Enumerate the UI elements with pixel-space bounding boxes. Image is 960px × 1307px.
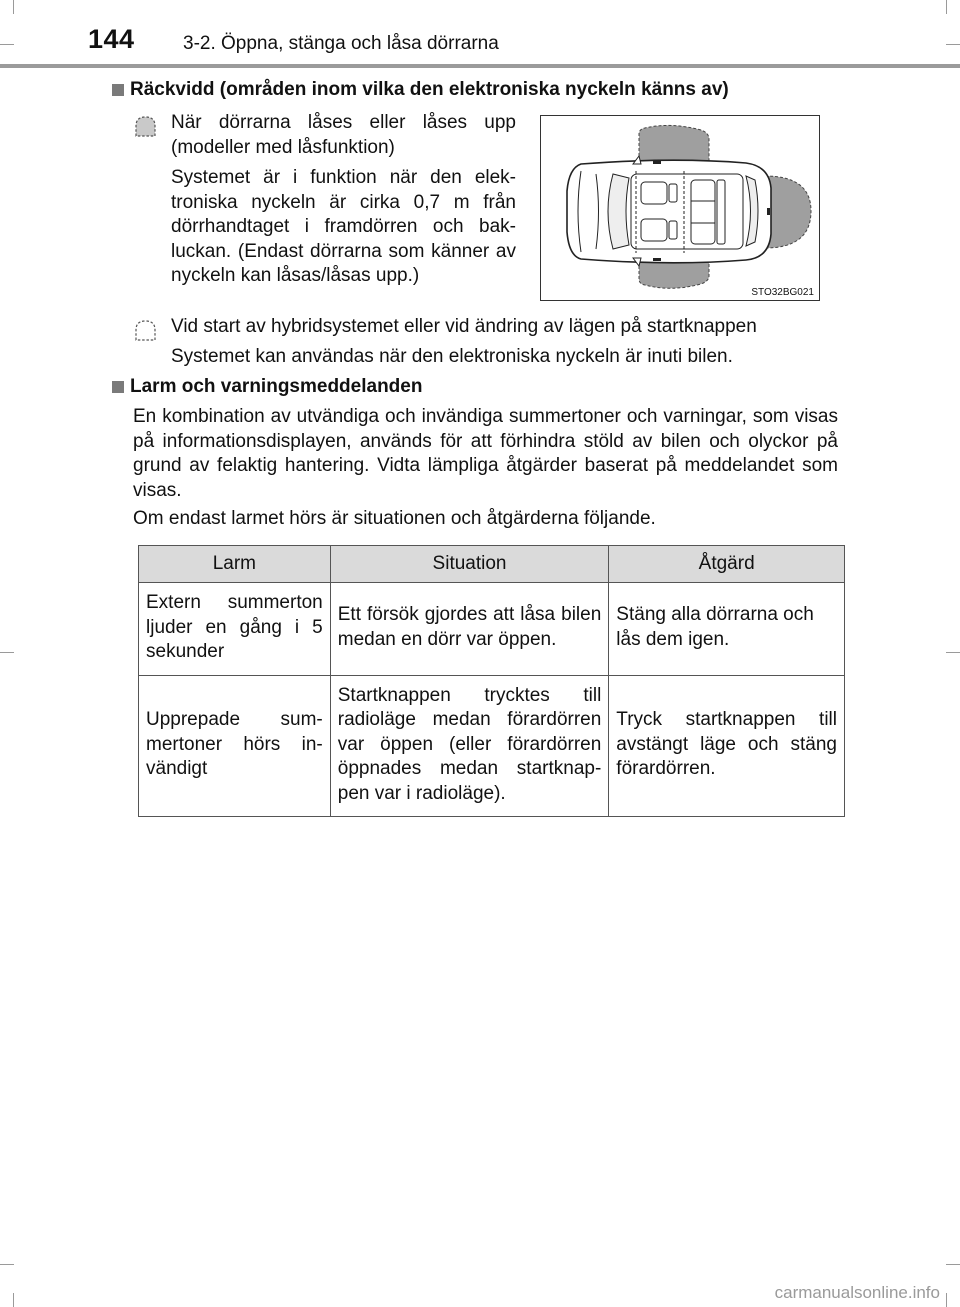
crop-mark: [0, 44, 14, 45]
table-cell: Tryck startknappen till avstängt läge och stäng förardörren.: [609, 675, 845, 817]
crop-mark: [13, 1293, 14, 1307]
figure-code: STO32BG021: [751, 287, 814, 298]
table-cell: Upprepade sum-mertoner hörs in-vändigt: [139, 675, 331, 817]
crop-mark: [946, 652, 960, 653]
square-bullet-icon: [112, 84, 124, 96]
chapter-title: 3-2. Öppna, stänga och låsa dörrarna: [183, 33, 499, 54]
table-cell: Ett försök gjordes att låsa bilen medan en dörr var öppen.: [330, 583, 609, 676]
crop-mark: [946, 44, 960, 45]
key-range-figure: [540, 115, 820, 301]
watermark: carmanualsonline.info: [774, 1283, 940, 1302]
section-heading-range: [112, 79, 729, 101]
car-topview-diagram: [541, 116, 820, 301]
alarm-paragraph: En kombination av utvändiga och invändiga summertoner och varningar, som visas på informationsdisplayen, används för att förhindra stöld av bilen och olyckor på grund av felaktig hantering. Vidta lämpliga åtgärder baserat på meddelandet som visas.: [133, 406, 838, 501]
crop-mark: [946, 0, 947, 14]
table-cell: Startknappen trycktes till radioläge medan förardörren var öppen (eller förardörren öppnades medan startknap-pen var i radioläge).: [330, 675, 609, 817]
item1-title: När dörrarna låses eller låses upp (modeller med låsfunktion): [171, 112, 516, 158]
crop-mark: [0, 652, 14, 653]
cap-bullet-icon: [133, 318, 158, 343]
table-header-cell: Situation: [330, 546, 609, 583]
table-header-row: [139, 546, 845, 583]
page-number: 144: [88, 24, 135, 54]
section-heading-text: Räckvidd (områden inom vilka den elektroniska nyckeln känns av): [130, 79, 729, 100]
table-header-cell: Larm: [139, 546, 331, 583]
crop-mark: [946, 1293, 947, 1307]
table-cell: Extern summerton ljuder en gång i 5 sekunder: [139, 583, 331, 676]
table-header-cell: Åtgärd: [609, 546, 845, 583]
section-heading-alarm: [112, 376, 422, 398]
table-row: [139, 675, 845, 817]
crop-mark: [946, 1264, 960, 1265]
table-cell: Stäng alla dörrarna och lås dem igen.: [609, 583, 845, 676]
crop-mark: [0, 1264, 14, 1265]
alarm-table: [138, 545, 845, 817]
table-row: [139, 583, 845, 676]
square-bullet-icon: [112, 381, 124, 393]
header-rule: [0, 64, 960, 68]
crop-mark: [13, 0, 14, 14]
alarm-intro: Om endast larmet hörs är situationen och åtgärderna följande.: [133, 508, 656, 529]
item2-title: Vid start av hybridsystemet eller vid ändring av lägen på startknappen: [171, 316, 757, 337]
item1-body: Systemet är i funktion när den elek-troniska nyckeln är cirka 0,7 m från dörrhandtaget i framdörren och bak-luckan. (Endast dörrarna som känner av nyckeln kan låsas/låsas upp.): [171, 167, 516, 286]
cap-bullet-icon: [133, 114, 158, 139]
section-heading-text: Larm och varningsmeddelanden: [130, 376, 423, 397]
item2-body: Systemet kan användas när den elektroniska nyckeln är inuti bilen.: [171, 346, 733, 367]
